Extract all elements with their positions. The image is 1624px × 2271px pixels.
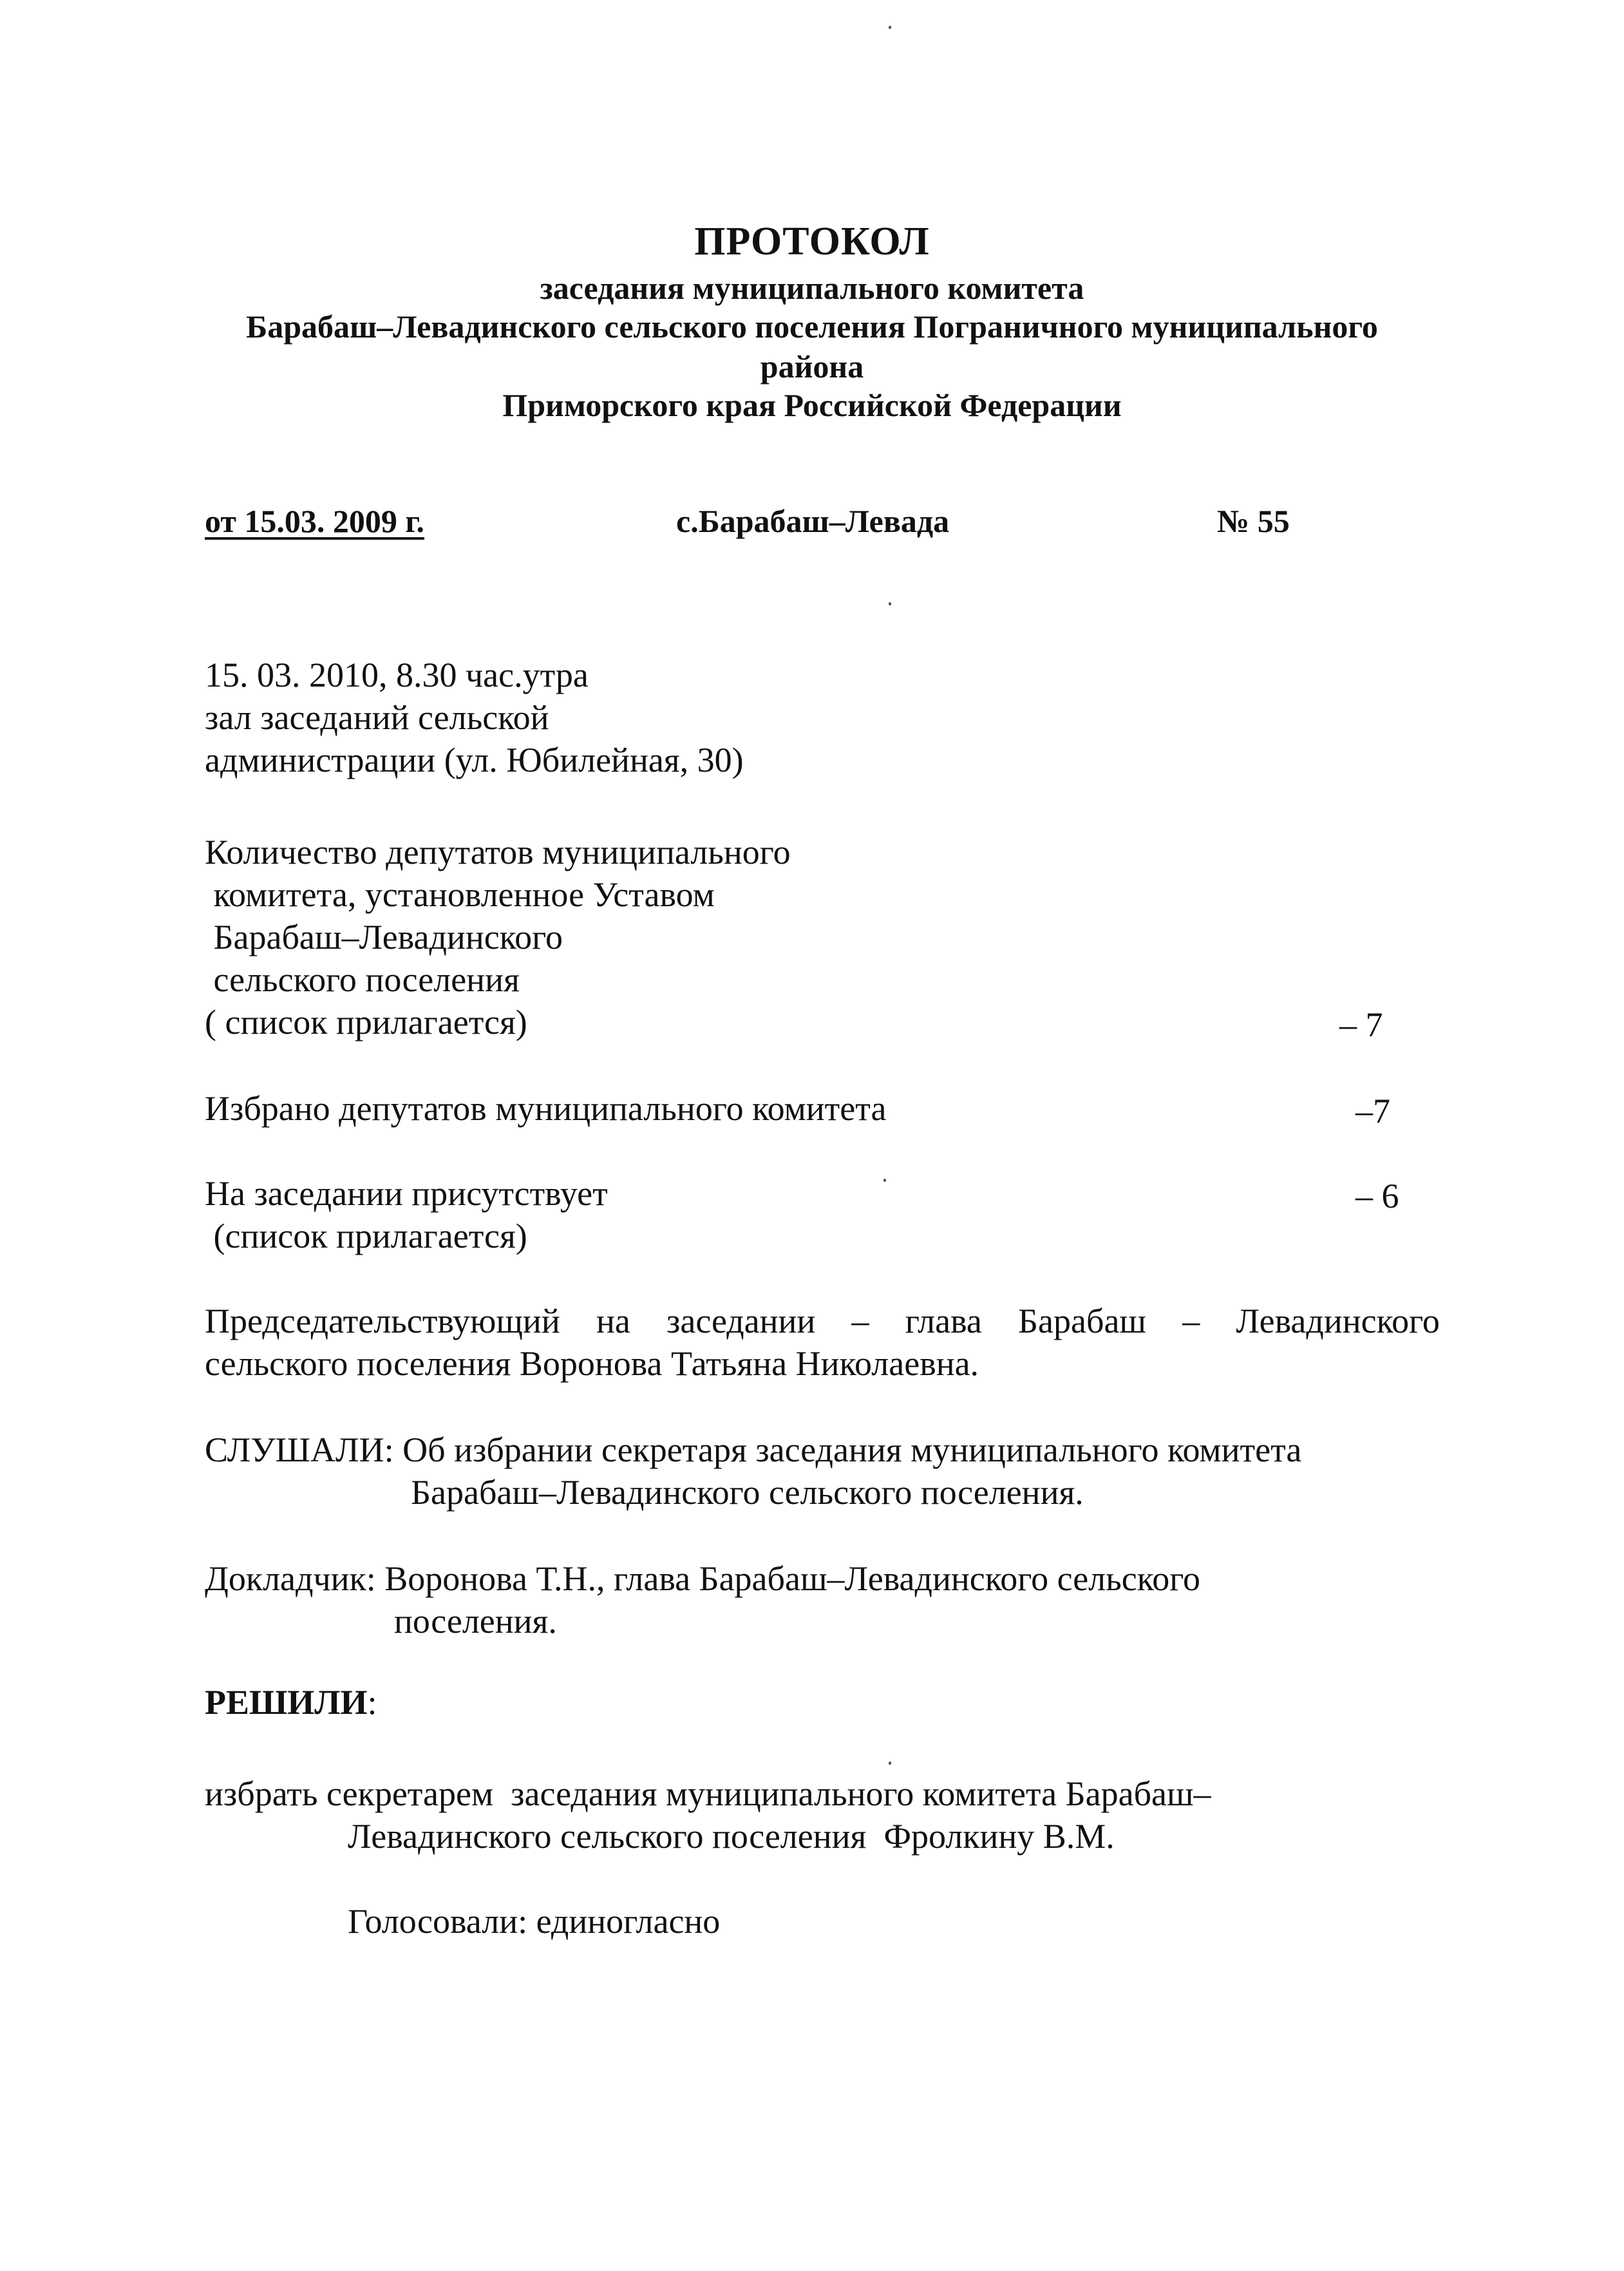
chair-line — [205, 1300, 1440, 1342]
heard-label: СЛУШАЛИ: — [205, 1430, 394, 1469]
scan-speck — [889, 602, 891, 605]
speaker-label: Докладчик: — [205, 1559, 376, 1598]
count-label-line: Количество депутатов муниципального — [205, 833, 791, 871]
document-title: ПРОТОКОЛ — [694, 220, 930, 263]
count-label-line: На заседании присутствует — [205, 1174, 608, 1213]
chair-word: глава — [905, 1302, 982, 1340]
count-label-line: комитета, установленное Уставом — [205, 875, 715, 914]
decided-heading — [205, 1681, 377, 1724]
meeting-location-line: зал заседаний сельской — [205, 698, 549, 737]
scan-speck — [883, 1179, 886, 1182]
protocol-number: № 55 — [1217, 503, 1290, 539]
count-label-line: ( список прилагается) — [205, 1003, 527, 1041]
speaker-section — [205, 1557, 1200, 1600]
header-subtitle-line: заседания муниципального комитета — [540, 270, 1084, 306]
count-value-present: – 6 — [1355, 1177, 1399, 1215]
header-subtitle-line: Барабаш–Левадинского сельского поселения Пограничного муниципального — [246, 309, 1378, 345]
decided-label: РЕШИЛИ — [205, 1683, 368, 1722]
chair-word: Левадинского — [1236, 1302, 1440, 1340]
chair-word: заседании — [666, 1302, 816, 1340]
vote-result: Голосовали: единогласно — [348, 1902, 721, 1941]
chair-word: – — [1182, 1302, 1200, 1340]
chair-word: – — [851, 1302, 869, 1340]
chair-word: на — [596, 1302, 630, 1340]
scan-speck — [889, 26, 891, 29]
count-label-line: сельского поселения — [205, 960, 520, 999]
decision-line: Левадинского сельского поселения Фролкину В.М. — [348, 1817, 1115, 1856]
count-label-line: Избрано депутатов муниципального комитета — [205, 1089, 887, 1128]
heard-text-continued: Барабаш–Левадинского сельского поселения. — [411, 1473, 1084, 1512]
heard-text: Об избрании секретаря заседания муниципального комитета — [402, 1430, 1302, 1469]
scan-speck — [889, 1762, 891, 1765]
protocol-place: с.Барабаш–Левада — [676, 503, 950, 539]
meeting-location-line: администрации (ул. Юбилейная, 30) — [205, 741, 744, 779]
header-subtitle-line: района — [760, 348, 864, 385]
speaker-text: Воронова Т.Н., глава Барабаш–Левадинского сельского — [384, 1559, 1200, 1598]
chair-word: Барабаш — [1018, 1302, 1146, 1340]
count-label-line: (список прилагается) — [205, 1217, 527, 1255]
chair-word: Председательствующий — [205, 1302, 560, 1340]
chair-line: сельского поселения Воронова Татьяна Николаевна. — [205, 1344, 979, 1383]
count-value-elected: –7 — [1355, 1092, 1390, 1130]
speaker-text-continued: поселения. — [394, 1602, 557, 1640]
decided-colon: : — [367, 1683, 377, 1722]
decision-line: избрать секретарем заседания муниципального комитета Барабаш– — [205, 1774, 1211, 1813]
header-subtitle-line: Приморского края Российской Федерации — [502, 387, 1122, 423]
count-label-line: Барабаш–Левадинского — [205, 918, 563, 956]
meeting-datetime: 15. 03. 2010, 8.30 час.утра — [205, 656, 589, 694]
count-value-statute: – 7 — [1339, 1005, 1383, 1044]
heard-section — [205, 1429, 1301, 1471]
protocol-date: от 15.03. 2009 г. — [205, 503, 424, 539]
